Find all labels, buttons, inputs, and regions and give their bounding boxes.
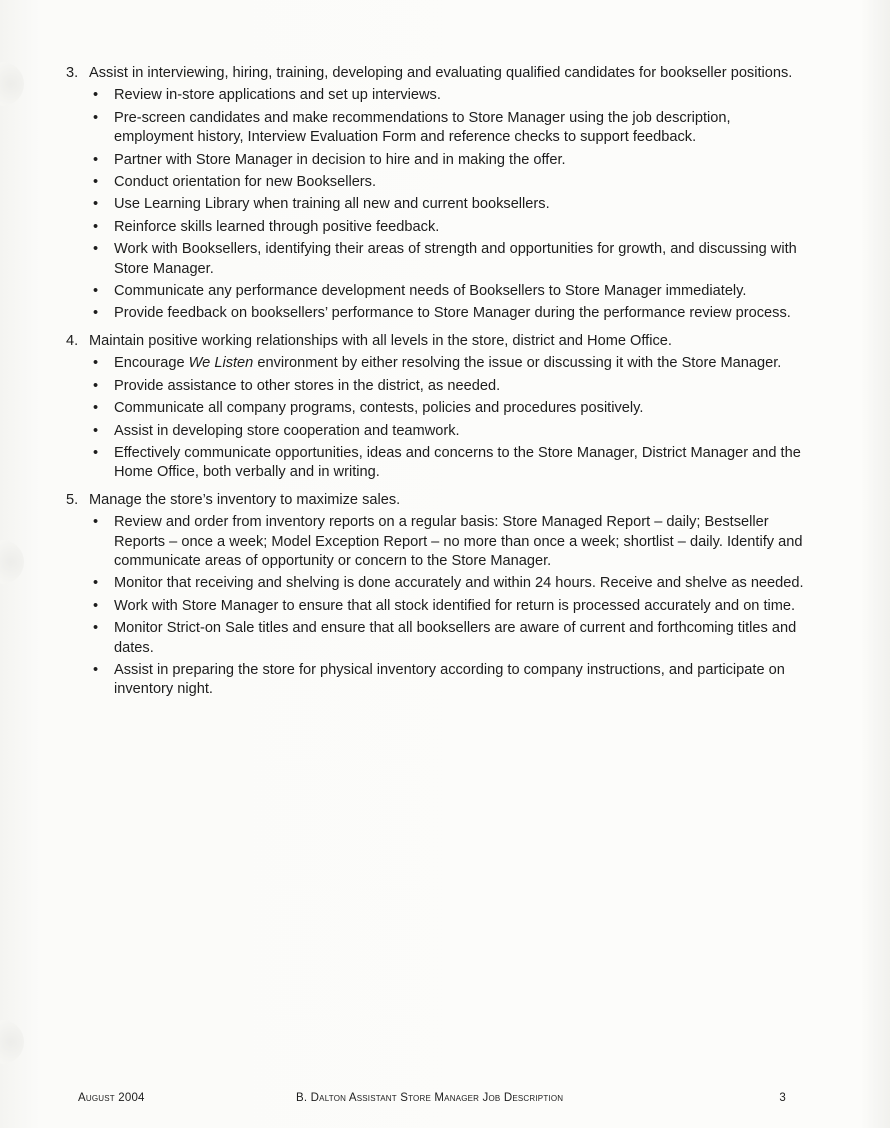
bullet-icon: • <box>93 305 99 322</box>
list-item <box>89 619 806 658</box>
footer-date: August 2004 <box>78 1092 145 1104</box>
bullet-icon: • <box>93 661 99 678</box>
bullet-icon: • <box>93 377 99 394</box>
bullet-icon: • <box>93 109 99 126</box>
page-footer <box>78 1092 798 1112</box>
list-item <box>89 240 806 279</box>
list-item-text: Monitor Strict-on Sale titles and ensure that all booksellers are aware of current and forthcoming titles and dates. <box>114 620 797 656</box>
section-title: Manage the store’s inventory to maximize sales. <box>89 491 401 508</box>
list-item <box>89 151 806 170</box>
list-item-text: Work with Booksellers, identifying their areas of strength and opportunities for growth, and discussing with Store Manager. <box>114 241 797 277</box>
list-item <box>89 282 806 301</box>
bullet-list <box>89 86 806 323</box>
binder-hole-mark <box>0 1020 24 1064</box>
section-4 <box>66 332 806 486</box>
list-item-text: Conduct orientation for new Booksellers. <box>114 174 377 191</box>
bullet-icon: • <box>93 241 99 258</box>
list-item-text: Pre-screen candidates and make recommendations to Store Manager using the job description, employment history, Interview Evaluation Form and reference checks to support feedback. <box>114 109 731 146</box>
list-item <box>89 444 806 483</box>
bullet-icon: • <box>93 597 99 614</box>
bullet-icon: • <box>93 620 99 637</box>
list-item-text-end: environment by either resolving the issue or discussing it with the Store Manager. <box>253 355 782 372</box>
bullet-icon: • <box>93 514 99 531</box>
list-item <box>89 513 806 571</box>
list-item-text <box>114 354 806 373</box>
section-number: 3. <box>66 65 79 81</box>
list-item-text: Review in-store applications and set up interviews. <box>114 87 441 104</box>
section-number: 4. <box>66 332 79 349</box>
section-title: Assist in interviewing, hiring, training, developing and evaluating qualified candidates for bookseller positions. <box>89 65 793 81</box>
bullet-icon: • <box>93 575 99 592</box>
footer-document-title: B. Dalton Assistant Store Manager Job Description <box>296 1092 564 1104</box>
job-description-content <box>66 64 806 703</box>
list-item <box>89 195 806 214</box>
list-item-text: Effectively communicate opportunities, ideas and concerns to the Store Manager, District Manager and the Home Office, both verbally and in writing. <box>114 444 801 481</box>
list-item <box>89 304 806 323</box>
bullet-icon: • <box>93 400 99 417</box>
section-body <box>89 491 806 703</box>
binder-hole-mark <box>0 540 24 584</box>
list-item-text: Monitor that receiving and shelving is done accurately and within 24 hours. Receive and shelve as needed. <box>114 575 804 592</box>
list-item <box>89 173 806 192</box>
bullet-icon: • <box>93 218 99 235</box>
list-item <box>89 422 806 441</box>
bullet-list <box>89 513 806 700</box>
list-item-text: Work with Store Manager to ensure that all stock identified for return is processed accurately and on time. <box>114 597 796 614</box>
list-item-text: Assist in developing store cooperation and teamwork. <box>114 422 460 439</box>
section-body <box>89 64 806 327</box>
list-item <box>89 597 806 616</box>
binder-hole-mark <box>0 62 24 106</box>
list-item-text: Provide assistance to other stores in the district, as needed. <box>114 377 501 394</box>
list-item <box>89 218 806 237</box>
bullet-icon: • <box>93 422 99 439</box>
list-item-text: Use Learning Library when training all new and current booksellers. <box>114 196 550 213</box>
page-number: 3 <box>779 1092 786 1104</box>
list-item-text: Communicate any performance development needs of Booksellers to Store Manager immediately. <box>114 283 747 300</box>
list-item-text: Assist in preparing the store for physical inventory according to company instructions, and participate on inventory night. <box>114 661 785 698</box>
bullet-icon: • <box>93 283 99 300</box>
list-item-text-start: Encourage <box>114 355 189 372</box>
section-title: Maintain positive working relationships with all levels in the store, district and Home Office. <box>89 332 672 349</box>
bullet-icon: • <box>93 355 99 372</box>
section-body <box>89 332 806 486</box>
section-5 <box>66 491 806 703</box>
section-number: 5. <box>66 491 79 508</box>
list-item-text: Review and order from inventory reports on a regular basis: Store Managed Report – daily; Bestseller Reports – once a week; Model Exception Report – no more than once a week; shortlist – daily. Identify and communicate areas of opportunity or concern to the Store Manager. <box>114 514 803 569</box>
list-item-text: Partner with Store Manager in decision to hire and in making the offer. <box>114 151 566 168</box>
section-3 <box>66 64 806 327</box>
list-item-text: Provide feedback on booksellers’ performance to Store Manager during the performance review process. <box>114 305 791 322</box>
bullet-icon: • <box>93 174 99 191</box>
list-item <box>89 354 806 373</box>
list-item-text: Communicate all company programs, contests, policies and procedures positively. <box>114 400 644 417</box>
list-item-text: Reinforce skills learned through positive feedback. <box>114 218 440 235</box>
list-item <box>89 661 806 700</box>
list-item <box>89 399 806 418</box>
list-item <box>89 86 806 105</box>
we-listen-emphasis: We Listen <box>188 355 254 372</box>
bullet-icon: • <box>93 444 99 461</box>
bullet-icon: • <box>93 196 99 213</box>
list-item <box>89 574 806 593</box>
list-item <box>89 109 806 148</box>
list-item <box>89 377 806 396</box>
bullet-list <box>89 354 806 482</box>
bullet-icon: • <box>93 87 99 104</box>
bullet-icon: • <box>93 151 99 168</box>
